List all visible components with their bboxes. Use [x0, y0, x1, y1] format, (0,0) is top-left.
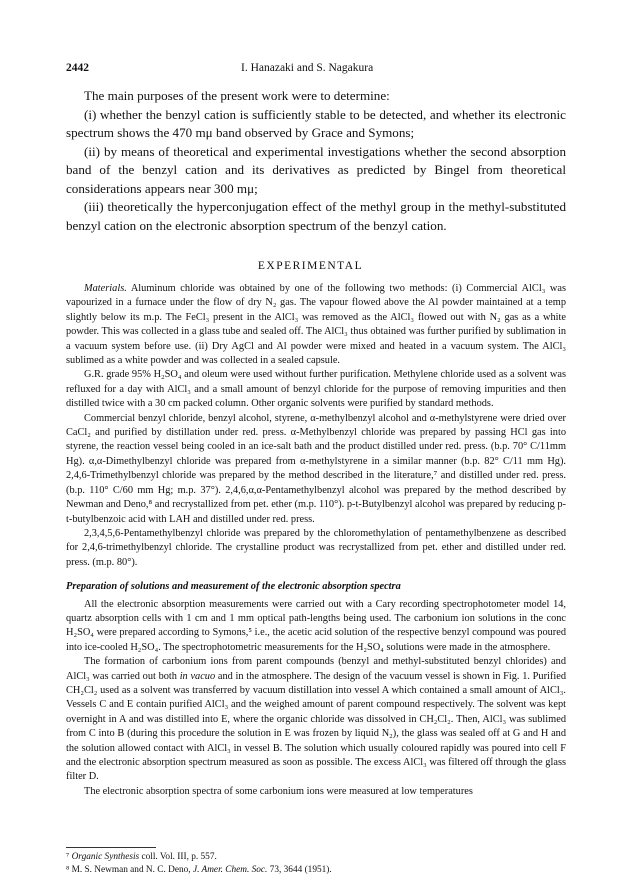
preparation-paragraph: All the electronic absorption measurements were carried out with a Cary recording spectrophotometer model 14, quartz absorption cells with 1 cm and 1 mm optical path-lengths being used. The carbonium ion solutions in the conc H₂SO₄ were prepared according to Symons,⁵ i.e., the acetic acid solution of the respective benzyl compound was poured into ice-cooled H₂SO₄. The spectrophotometric measurements for the H₂SO₄ solutions were made in the atmosphere.: [66, 598, 566, 653]
intro-paragraph: (iii) theoretically the hyperconjugation effect of the methyl group in the methyl-substituted benzyl cation on the electronic absorption spectrum of the benzyl cation.: [66, 199, 566, 233]
footnote-rule: [66, 847, 156, 848]
footnote-7: [66, 852, 566, 864]
preparation-text: and in the atmosphere. The design of the vacuum vessel is shown in Fig. 1. Purified CH₂Cl₂ used as a solvent was transferred by vacuum distillation into vessel A which contained a small amount of AlCl₃. Vessels C and E contain purified AlCl₃ and the weighed amount of parent compound respectively. The solvent was kept overnight in A and was distilled into E, where the organic chloride was dissolved in CH₂Cl₂. Then, AlCl₃ was sublimed from C into B (during this procedure the solution in E was frozen by liquid N₂), the glass was sealed off at G and H and the solution allowed contact with AlCl₃ in vessel B. The solution which usually coloured rapidly was poured into cell F and the electronic absorption spectrum measured as soon as possible. The excess AlCl₃ was filtered off through the glass filter D.: [66, 670, 566, 783]
footnote-italic: Organic Synthesis: [71, 852, 140, 862]
footnote-text: 73, 3644 (1951).: [267, 865, 332, 875]
materials-text: Aluminum chloride was obtained by one of the following two methods: (i) Commercial AlCl₃ was vapourized in a furnace under the flow of dry N₂ gas. The vapour flowed above the Al powder maintained at a temp slightly below its m.p. The FeCl₃ present in the AlCl₃ was removed as the AlCl₃ flowed out with N₂ gas as a white powder. This was collected in a glass tube and sealed off. The AlCl₃ thus obtained was further purified by sublimation in a vacuum system before use. (ii) Dry AgCl and Al powder were mixed and heated in a vacuum system. The AlCl₃ sublimed as a white powder and was collected in a sealed capsule.: [66, 283, 566, 367]
section-heading: EXPERIMENTAL: [257, 260, 364, 272]
experimental-section: [66, 282, 566, 799]
materials-paragraph: G.R. grade 95% H₂SO₄ and oleum were used without further purification. Methylene chloride used as a solvent was refluxed for a day with AlCl₃ and a small amount of benzyl chloride for the purpose of removing impurities and then distilled twice with a 30 cm packed column. Other organic solvents were purified by standard methods.: [66, 369, 566, 410]
footnote-italic: J. Amer. Chem. Soc.: [192, 865, 268, 875]
running-head-authors: I. Hanazaki and S. Nagakura: [241, 62, 374, 74]
intro-paragraph: (ii) by means of theoretical and experimental investigations whether the second absorption band of the benzyl cation and its derivatives as predicted by Bingel from theoretical considerations appears near 300 mμ;: [66, 143, 566, 196]
intro-paragraph: The main purposes of the present work were to determine:: [84, 88, 390, 103]
footnote-marker: ⁷: [66, 852, 72, 862]
preparation-paragraph: [66, 655, 566, 785]
preparation-text: The formation of carbonium ions from parent compounds (benzyl and methyl-substituted benzyl chlorides) and AlCl₃ was carried out both: [66, 656, 566, 682]
intro-paragraph: (i) whether the benzyl cation is sufficiently stable to be detected, and whether its electronic spectrum shows the 470 mμ band observed by Grace and Symons;: [66, 106, 566, 140]
materials-lead: Materials.: [84, 283, 127, 294]
preparation-italic: in vacuo: [179, 670, 216, 682]
page-number: 2442: [66, 62, 89, 74]
page-header: [66, 62, 566, 76]
materials-paragraph: Commercial benzyl chloride, benzyl alcohol, styrene, α-methylbenzyl alcohol and α-methylstyrene were dried over CaCl₂ and purified by distillation under red. press. α-Methylbenzyl chloride was prepared by passing HCl gas into styrene, the reaction vessel being cooled in an ice-salt bath and the product distilled under red. press. (b.p. 70° C/11mm Hg). α,α-Dimethylbenzyl chloride was prepared from α-methylstyrene in a similar manner (b.p. 82° C/11 mm Hg). 2,4,6-Trimethylbenzyl chloride was prepared by the method described in the literature,⁷ and distilled under red. press. (b.p. 110° C/60 mm Hg; m.p. 37°). 2,4,6,α,α-Pentamethylbenzyl alcohol was prepared by the method described by Newman and Deno,⁸ and recrystallized from pet. ether (m.p. 110°). p-t-Butylbenzyl alcohol was prepared by reducing p-t-butylbenzoic acid with LAH and distilled under red. press.: [66, 412, 566, 525]
subsection-heading: Preparation of solutions and measurement of the electronic absorption spectra: [66, 581, 401, 593]
footnote-8: [66, 865, 566, 877]
introduction-section: [66, 87, 566, 235]
preparation-paragraph: The electronic absorption spectra of some carbonium ions were measured at low temperatures: [84, 785, 473, 797]
materials-paragraph: 2,3,4,5,6-Pentamethylbenzyl chloride was prepared by the chloromethylation of pentamethylbenzene as described for 2,4,6-trimethylbenzyl chloride. The crystalline product was recrystallized from pet. ether and distilled under red. press. (m.p. 80°).: [66, 527, 566, 568]
materials-paragraph: [66, 282, 566, 368]
footnote-text: coll. Vol. III, p. 557.: [139, 852, 217, 862]
footnote-text: ⁸ M. S. Newman and N. C. Deno,: [66, 865, 193, 875]
